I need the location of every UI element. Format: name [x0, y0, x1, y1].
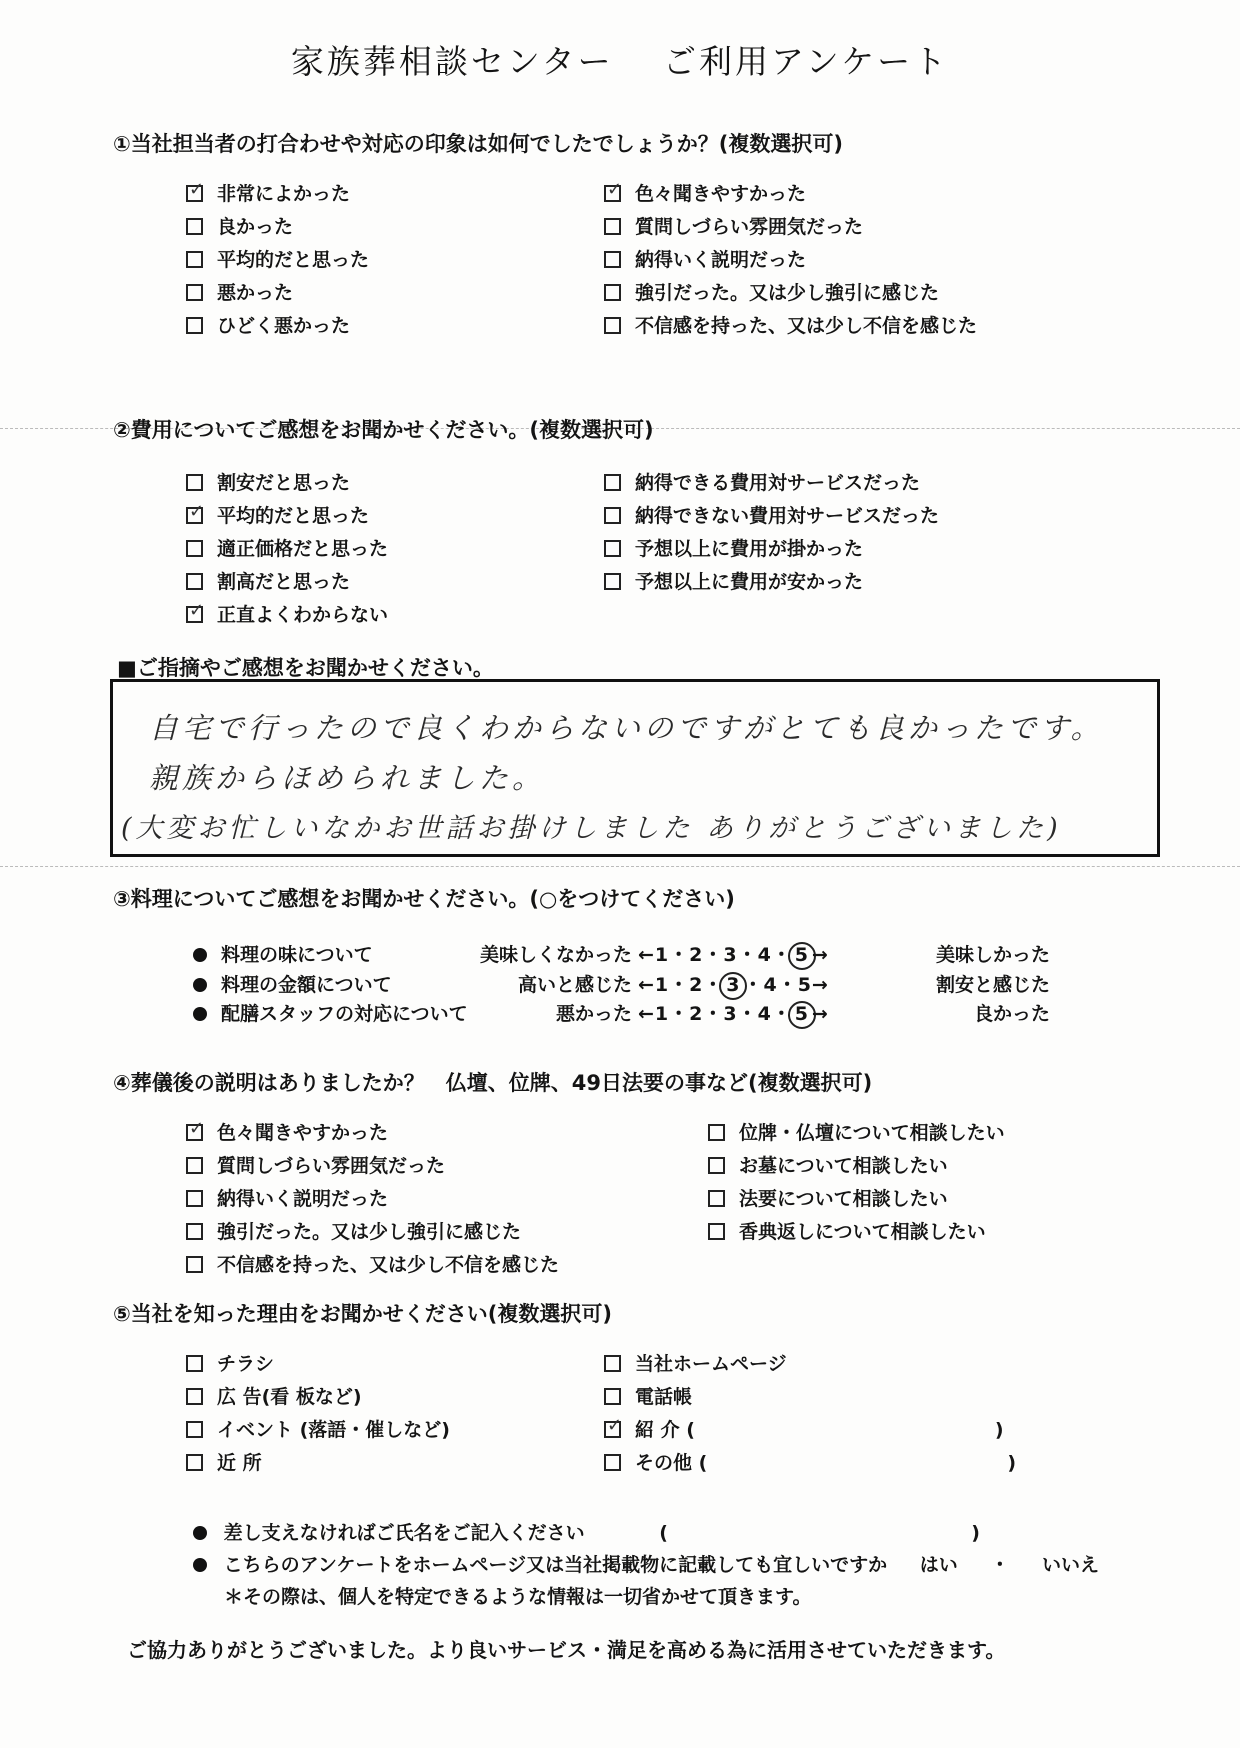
rating-scale — [638, 1000, 829, 1029]
rating-separator: ・ — [703, 974, 724, 996]
option-label: 電話帳 — [635, 1386, 693, 1408]
bullet-icon — [193, 1526, 207, 1540]
rating-option[interactable]: 4 — [763, 974, 778, 996]
rating-option-selected[interactable]: 3 — [719, 972, 747, 1000]
rating-high-label: 美味しかった — [935, 944, 1050, 966]
option-label: その他 ( — [635, 1452, 708, 1474]
rating-option[interactable]: 1 — [654, 974, 670, 996]
check-mark-icon: ✓ — [189, 1118, 205, 1139]
checkbox[interactable] — [186, 1421, 203, 1438]
checkbox[interactable] — [604, 1454, 621, 1471]
checkbox[interactable] — [186, 218, 203, 235]
option-label: 良かった — [217, 216, 294, 238]
rating-label: 配膳スタッフの対応について — [221, 1003, 468, 1025]
checkbox[interactable] — [186, 573, 203, 590]
option-label: 納得いく説明だった — [635, 249, 807, 271]
checkbox[interactable] — [186, 1190, 203, 1207]
option-label: 香典返しについて相談したい — [739, 1221, 986, 1243]
option-label: 法要について相談したい — [739, 1188, 948, 1210]
option-label: 色々聞きやすかった — [217, 1122, 389, 1144]
checkbox[interactable] — [708, 1157, 725, 1174]
option-label: 色々聞きやすかった — [635, 183, 807, 205]
bullet-icon — [193, 1007, 207, 1021]
option-label: 正直よくわからない — [217, 604, 389, 626]
food-row-taste — [0, 941, 1240, 969]
publish-no-option[interactable]: いいえ — [1042, 1554, 1100, 1576]
check-mark-icon: ✓ — [607, 179, 623, 200]
option-label: 予想以上に費用が安かった — [635, 571, 864, 593]
bullet-icon — [193, 978, 207, 992]
checkbox[interactable] — [186, 251, 203, 268]
rating-option[interactable]: 2 — [689, 974, 704, 996]
option-item[interactable] — [604, 280, 977, 306]
rating-label: 料理の味について — [221, 944, 373, 966]
comment-line-2: 親族からほめられました。 — [149, 761, 546, 795]
option-item[interactable] — [186, 181, 369, 207]
rating-separator: ・ — [777, 974, 798, 996]
checkbox[interactable] — [604, 507, 621, 524]
name-open-paren: ( — [659, 1522, 668, 1544]
checkbox[interactable] — [604, 218, 621, 235]
checkbox[interactable] — [186, 474, 203, 491]
rating-option[interactable]: 4 — [757, 1003, 772, 1025]
option-label: 予想以上に費用が掛かった — [635, 538, 864, 560]
rating-option[interactable]: 1 — [654, 944, 670, 966]
option-item[interactable] — [604, 1450, 1016, 1476]
rating-low-label: 高いと感じた — [517, 974, 632, 996]
option-item[interactable] — [186, 1186, 559, 1212]
option-item[interactable] — [604, 247, 977, 273]
arrow-right-icon: → — [811, 974, 829, 996]
check-mark-icon: ✓ — [189, 179, 205, 200]
option-label: 質問しづらい雰囲気だった — [217, 1155, 446, 1177]
option-item[interactable] — [604, 1417, 1016, 1443]
option-item[interactable] — [186, 1252, 559, 1278]
q1-title: ①当社担当者の打合わせや対応の印象は如何でしたでしょうか？(複数選択可) — [113, 132, 843, 156]
option-item[interactable] — [186, 214, 369, 240]
option-item[interactable] — [186, 1384, 450, 1410]
option-item[interactable] — [604, 470, 939, 496]
checkbox[interactable] — [604, 573, 621, 590]
option-label: 近 所 — [217, 1452, 262, 1474]
check-mark-icon: ✓ — [189, 501, 205, 522]
rating-separator: ・ — [743, 974, 764, 996]
option-item[interactable] — [604, 536, 939, 562]
option-item[interactable] — [708, 1153, 1005, 1179]
checkbox[interactable] — [604, 540, 621, 557]
rating-option[interactable]: 1 — [654, 1003, 670, 1025]
option-label: 広 告(看 板など) — [217, 1386, 362, 1408]
name-label: 差し支えなければご氏名をご記入ください — [223, 1522, 585, 1544]
q5-title: ⑤当社を知った理由をお聞かせください(複数選択可) — [113, 1302, 612, 1326]
option-item[interactable] — [186, 1219, 559, 1245]
option-label: 悪かった — [217, 282, 294, 304]
name-close-paren: ) — [971, 1522, 980, 1544]
page-title: 家族葬相談センター ご利用アンケート — [290, 42, 950, 81]
checkbox[interactable] — [186, 1388, 203, 1405]
checkbox[interactable] — [186, 540, 203, 557]
q2-right-options — [604, 470, 939, 602]
option-label: チラシ — [217, 1353, 275, 1375]
option-item[interactable] — [186, 1153, 559, 1179]
rating-separator: ・ — [737, 1003, 758, 1025]
option-item[interactable] — [604, 313, 977, 339]
option-item[interactable] — [186, 280, 369, 306]
rating-scale — [638, 971, 829, 1000]
publish-yes-option[interactable]: はい — [919, 1554, 958, 1576]
arrow-right-icon: → — [811, 944, 829, 966]
q5-left-options — [186, 1351, 450, 1483]
option-item[interactable] — [604, 1384, 1016, 1410]
close-paren: ) — [1007, 1452, 1016, 1474]
q2-title: ②費用についてご感想をお聞かせください。(複数選択可) — [113, 418, 654, 442]
option-item[interactable] — [604, 569, 939, 595]
comments-title: ■ご指摘やご感想をお聞かせください。 — [117, 656, 494, 680]
option-label: 平均的だと思った — [217, 249, 370, 271]
option-item[interactable] — [186, 602, 388, 628]
option-item[interactable] — [186, 1120, 559, 1146]
option-item[interactable] — [186, 569, 388, 595]
option-label: 強引だった。又は少し強引に感じた — [217, 1221, 522, 1243]
option-label: 適正価格だと思った — [217, 538, 389, 560]
checkbox[interactable] — [604, 1355, 621, 1372]
rating-option[interactable]: 2 — [689, 1003, 704, 1025]
checkbox[interactable] — [604, 1415, 623, 1438]
option-item[interactable] — [186, 1417, 450, 1443]
rating-separator: ・ — [669, 944, 690, 966]
rating-high-label: 良かった — [973, 1003, 1050, 1025]
rating-label: 料理の金額について — [221, 974, 392, 996]
rating-option[interactable]: 4 — [757, 944, 772, 966]
option-item[interactable] — [186, 1351, 450, 1377]
option-label: ひどく悪かった — [217, 315, 351, 337]
bullet-icon — [193, 948, 207, 962]
rating-option[interactable]: 2 — [689, 944, 704, 966]
option-item[interactable] — [186, 503, 388, 529]
fold-line — [0, 866, 1240, 867]
option-label: 非常によかった — [217, 183, 351, 205]
checkbox[interactable] — [708, 1223, 725, 1240]
checkbox[interactable] — [186, 284, 203, 301]
option-label: 納得できない費用対サービスだった — [635, 505, 940, 527]
name-line — [193, 1518, 980, 1545]
option-label: 割高だと思った — [217, 571, 351, 593]
checkbox[interactable] — [604, 251, 621, 268]
checkbox[interactable] — [186, 1118, 205, 1141]
publish-separator: ・ — [990, 1554, 1010, 1576]
checkbox[interactable] — [186, 600, 205, 623]
rating-separator: ・ — [669, 1003, 690, 1025]
privacy-note: ＊その際は、個人を特定できるような情報は一切省かせて頂きます。 — [224, 1586, 812, 1608]
rating-option[interactable]: 3 — [723, 944, 738, 966]
checkbox[interactable] — [186, 1355, 203, 1372]
q1-left-options — [186, 181, 369, 346]
option-item[interactable] — [186, 313, 369, 339]
option-item[interactable] — [708, 1120, 1005, 1146]
option-label: 位牌・仏壇について相談したい — [739, 1122, 1005, 1144]
rating-separator: ・ — [703, 944, 724, 966]
rating-low-label: 美味しくなかった — [479, 944, 632, 966]
option-item[interactable] — [604, 503, 939, 529]
checkbox[interactable] — [604, 474, 621, 491]
option-item[interactable] — [604, 181, 977, 207]
q2-left-options — [186, 470, 388, 635]
option-label: 割安だと思った — [217, 472, 351, 494]
option-item[interactable] — [604, 1351, 1016, 1377]
checkbox[interactable] — [604, 317, 621, 334]
option-label: 質問しづらい雰囲気だった — [635, 216, 864, 238]
q4-title: ④葬儀後の説明はありましたか？ 仏壇、位牌、49日法要の事など(複数選択可) — [113, 1071, 873, 1095]
checkbox[interactable] — [708, 1124, 725, 1141]
option-label: 不信感を持った、又は少し不信を感じた — [635, 315, 978, 337]
rating-option[interactable]: 5 — [797, 974, 812, 996]
arrow-right-icon: → — [811, 1003, 829, 1025]
option-item[interactable] — [186, 470, 388, 496]
checkbox[interactable] — [186, 1157, 203, 1174]
check-mark-icon: ✓ — [607, 1415, 623, 1436]
checkbox[interactable] — [604, 1388, 621, 1405]
rating-option-selected[interactable]: 5 — [788, 1001, 816, 1029]
thanks-footer: ご協力ありがとうございました。より良いサービス・満足を高める為に活用させていただきます。 — [127, 1638, 1006, 1662]
q3-title: ③料理についてご感想をお聞かせください。(○をつけてください) — [113, 887, 735, 911]
rating-option[interactable]: 3 — [723, 1003, 738, 1025]
option-item[interactable] — [708, 1219, 1005, 1245]
checkbox[interactable] — [186, 179, 205, 202]
checkbox[interactable] — [186, 1454, 203, 1471]
bullet-icon — [193, 1558, 207, 1572]
option-label: お墓について相談したい — [739, 1155, 948, 1177]
option-label: 納得できる費用対サービスだった — [635, 472, 921, 494]
checkbox[interactable] — [186, 1256, 203, 1273]
checkbox[interactable] — [186, 317, 203, 334]
rating-separator: ・ — [737, 944, 758, 966]
rating-high-label: 割安と感じた — [935, 974, 1050, 996]
option-item[interactable] — [186, 1450, 450, 1476]
checkbox[interactable] — [604, 284, 621, 301]
option-item[interactable] — [604, 214, 977, 240]
publish-line — [193, 1550, 1099, 1577]
checkbox[interactable] — [604, 179, 623, 202]
close-paren: ) — [994, 1419, 1004, 1441]
comment-line-1: 自宅で行ったので良くわからないのですがとても良かったです。 — [149, 711, 1104, 745]
option-item[interactable] — [708, 1186, 1005, 1212]
rating-option-selected[interactable]: 5 — [788, 942, 816, 970]
option-item[interactable] — [186, 247, 369, 273]
publish-label: こちらのアンケートをホームページ又は当社掲載物に記載しても宜しいですか — [223, 1554, 888, 1576]
option-label: 不信感を持った、又は少し不信を感じた — [217, 1254, 560, 1276]
option-label: 強引だった。又は少し強引に感じた — [635, 282, 940, 304]
option-label: 紹 介 ( — [635, 1419, 695, 1441]
arrow-left-icon: ← — [638, 944, 655, 966]
check-mark-icon: ✓ — [189, 600, 205, 621]
q1-right-options — [604, 181, 977, 346]
rating-separator: ・ — [703, 1003, 724, 1025]
option-item[interactable] — [186, 536, 388, 562]
checkbox[interactable] — [708, 1190, 725, 1207]
option-label: 平均的だと思った — [217, 505, 370, 527]
arrow-left-icon: ← — [638, 974, 655, 996]
arrow-left-icon: ← — [638, 1003, 655, 1025]
checkbox[interactable] — [186, 1223, 203, 1240]
q4-right-options — [708, 1120, 1005, 1252]
option-label: イベント (落語・催しなど) — [217, 1419, 450, 1441]
checkbox[interactable] — [186, 501, 205, 524]
comment-line-3: (大変お忙しいなかお世話お掛けしました ありがとうございました) — [121, 813, 1062, 844]
option-label: 当社ホームページ — [635, 1353, 787, 1375]
food-row-price — [0, 971, 1240, 999]
rating-separator: ・ — [669, 974, 690, 996]
rating-scale — [638, 941, 829, 970]
food-row-staff — [0, 1000, 1240, 1028]
q5-right-options — [604, 1351, 1016, 1483]
rating-separator: ・ — [771, 1003, 792, 1025]
option-label: 納得いく説明だった — [217, 1188, 389, 1210]
comments-box[interactable] — [110, 679, 1160, 857]
rating-low-label: 悪かった — [555, 1003, 632, 1025]
rating-separator: ・ — [771, 944, 792, 966]
q4-left-options — [186, 1120, 559, 1285]
